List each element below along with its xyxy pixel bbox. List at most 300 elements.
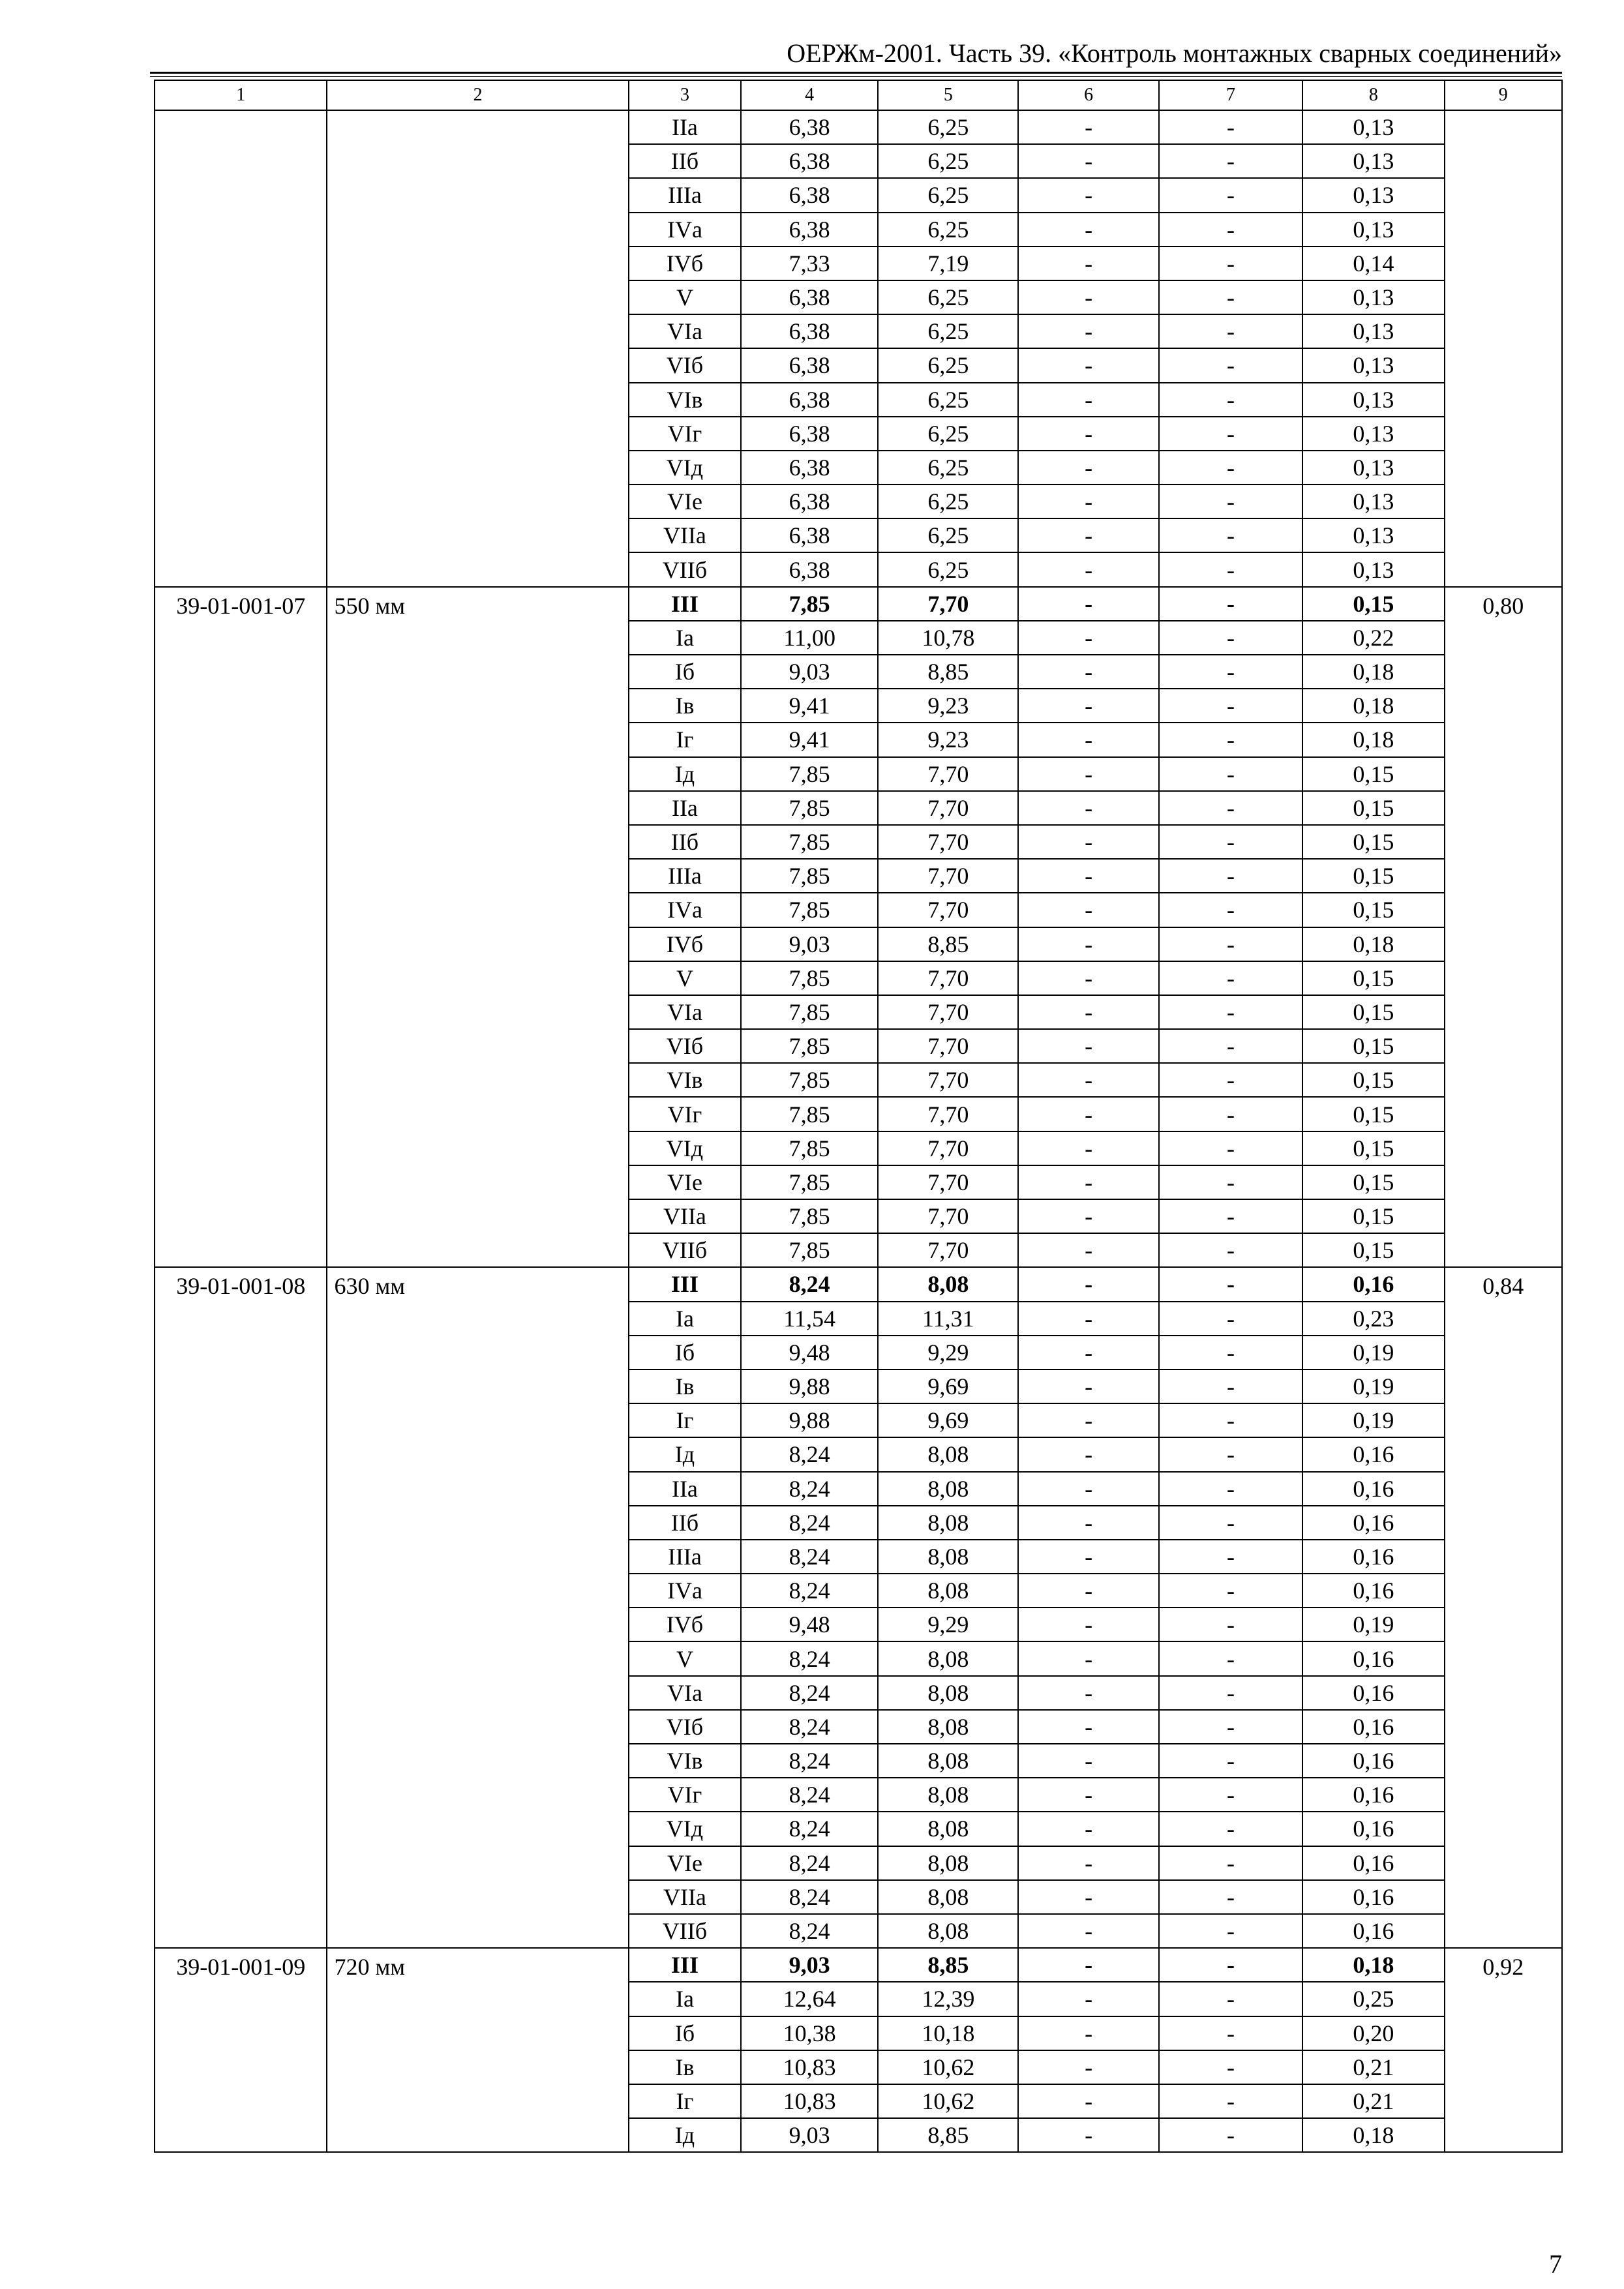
driver-wage-cell: - [1159, 1812, 1302, 1846]
seam-category-cell: VIд [629, 1812, 741, 1846]
driver-wage-cell: - [1159, 1574, 1302, 1608]
driver-wage-cell: - [1159, 1165, 1302, 1199]
column-number: 2 [327, 80, 628, 110]
materials-cost-cell: 0,13 [1302, 348, 1444, 382]
material-total-cell: 0,84 [1445, 1267, 1563, 1948]
driver-wage-cell: - [1159, 791, 1302, 825]
materials-cost-cell: 0,13 [1302, 110, 1444, 144]
machine-cost-cell: - [1018, 1369, 1158, 1403]
labor-cost-cell: 8,08 [878, 1472, 1018, 1506]
materials-cost-cell: 0,21 [1302, 2050, 1444, 2084]
driver-wage-cell: - [1159, 144, 1302, 178]
machine-cost-cell: - [1018, 178, 1158, 212]
total-cost-cell: 11,00 [741, 621, 878, 655]
total-cost-cell: 10,83 [741, 2084, 878, 2118]
materials-cost-cell: 0,19 [1302, 1369, 1444, 1403]
machine-cost-cell: - [1018, 2084, 1158, 2118]
labor-cost-cell: 7,70 [878, 1029, 1018, 1063]
driver-wage-cell: - [1159, 213, 1302, 247]
machine-cost-cell: - [1018, 1574, 1158, 1608]
seam-category-cell: VIб [629, 348, 741, 382]
total-cost-cell: 7,85 [741, 1233, 878, 1267]
materials-cost-cell: 0,15 [1302, 995, 1444, 1029]
machine-cost-cell: - [1018, 1540, 1158, 1574]
seam-category-cell: Iв [629, 689, 741, 723]
seam-category-cell: III [629, 1948, 741, 1982]
machine-cost-cell: - [1018, 1744, 1158, 1778]
labor-cost-cell: 6,25 [878, 485, 1018, 518]
materials-cost-cell: 0,16 [1302, 1540, 1444, 1574]
seam-category-cell: VIг [629, 1778, 741, 1812]
machine-cost-cell: - [1018, 1437, 1158, 1471]
seam-category-cell: Iд [629, 757, 741, 791]
seam-category-cell: Iб [629, 2016, 741, 2050]
materials-cost-cell: 0,16 [1302, 1914, 1444, 1948]
total-cost-cell: 8,24 [741, 1846, 878, 1880]
driver-wage-cell: - [1159, 961, 1302, 995]
total-cost-cell: 6,38 [741, 110, 878, 144]
labor-cost-cell: 8,85 [878, 655, 1018, 689]
document-header-title: ОЕРЖм-2001. Часть 39. «Контроль монтажных сварных соединений» [787, 38, 1562, 68]
column-number: 5 [878, 80, 1018, 110]
total-cost-cell: 8,24 [741, 1437, 878, 1471]
page-number: 7 [1549, 2249, 1562, 2279]
machine-cost-cell: - [1018, 110, 1158, 144]
machine-cost-cell: - [1018, 247, 1158, 280]
machine-cost-cell: - [1018, 961, 1158, 995]
materials-cost-cell: 0,15 [1302, 1131, 1444, 1165]
materials-cost-cell: 0,15 [1302, 893, 1444, 927]
seam-category-cell: Iв [629, 2050, 741, 2084]
total-cost-cell: 7,85 [741, 587, 878, 621]
rates-table [154, 80, 1563, 2153]
seam-category-cell: IIб [629, 144, 741, 178]
seam-category-cell: VIIа [629, 1880, 741, 1914]
machine-cost-cell: - [1018, 417, 1158, 451]
seam-category-cell: VIIб [629, 1914, 741, 1948]
seam-category-cell: VIIб [629, 1233, 741, 1267]
driver-wage-cell: - [1159, 280, 1302, 314]
total-cost-cell: 7,85 [741, 791, 878, 825]
seam-category-cell: Iб [629, 1336, 741, 1369]
table-row [155, 1948, 1562, 1982]
materials-cost-cell: 0,15 [1302, 1097, 1444, 1131]
machine-cost-cell: - [1018, 1812, 1158, 1846]
seam-category-cell: IIа [629, 110, 741, 144]
materials-cost-cell: 0,22 [1302, 621, 1444, 655]
total-cost-cell: 7,85 [741, 961, 878, 995]
driver-wage-cell: - [1159, 1267, 1302, 1301]
labor-cost-cell: 8,85 [878, 2118, 1018, 2152]
machine-cost-cell: - [1018, 1608, 1158, 1641]
machine-cost-cell: - [1018, 1063, 1158, 1097]
machine-cost-cell: - [1018, 1029, 1158, 1063]
labor-cost-cell: 8,08 [878, 1880, 1018, 1914]
machine-cost-cell: - [1018, 1676, 1158, 1710]
column-number: 9 [1445, 80, 1563, 110]
machine-cost-cell: - [1018, 1880, 1158, 1914]
seam-category-cell: IIIа [629, 859, 741, 893]
total-cost-cell: 8,24 [741, 1812, 878, 1846]
seam-category-cell: V [629, 280, 741, 314]
total-cost-cell: 7,85 [741, 859, 878, 893]
materials-cost-cell: 0,16 [1302, 1472, 1444, 1506]
seam-category-cell: VIв [629, 1063, 741, 1097]
labor-cost-cell: 6,25 [878, 383, 1018, 417]
labor-cost-cell: 8,08 [878, 1540, 1018, 1574]
total-cost-cell: 7,85 [741, 995, 878, 1029]
labor-cost-cell: 7,70 [878, 791, 1018, 825]
driver-wage-cell: - [1159, 1608, 1302, 1641]
driver-wage-cell: - [1159, 893, 1302, 927]
materials-cost-cell: 0,16 [1302, 1812, 1444, 1846]
labor-cost-cell: 8,08 [878, 1641, 1018, 1675]
seam-category-cell: Iг [629, 723, 741, 756]
driver-wage-cell: - [1159, 2016, 1302, 2050]
seam-category-cell: IVа [629, 213, 741, 247]
machine-cost-cell: - [1018, 1267, 1158, 1301]
materials-cost-cell: 0,13 [1302, 280, 1444, 314]
materials-cost-cell: 0,19 [1302, 1403, 1444, 1437]
driver-wage-cell: - [1159, 348, 1302, 382]
seam-category-cell: IIб [629, 825, 741, 859]
materials-cost-cell: 0,16 [1302, 1710, 1444, 1744]
machine-cost-cell: - [1018, 314, 1158, 348]
table-row [155, 1267, 1562, 1301]
seam-category-cell: VIв [629, 383, 741, 417]
driver-wage-cell: - [1159, 1710, 1302, 1744]
material-total-cell: 0,92 [1445, 1948, 1563, 2152]
labor-cost-cell: 7,70 [878, 1165, 1018, 1199]
labor-cost-cell: 9,23 [878, 723, 1018, 756]
materials-cost-cell: 0,16 [1302, 1641, 1444, 1675]
driver-wage-cell: - [1159, 383, 1302, 417]
materials-cost-cell: 0,15 [1302, 1165, 1444, 1199]
total-cost-cell: 8,24 [741, 1540, 878, 1574]
driver-wage-cell: - [1159, 1641, 1302, 1675]
materials-cost-cell: 0,16 [1302, 1574, 1444, 1608]
labor-cost-cell: 8,08 [878, 1676, 1018, 1710]
total-cost-cell: 8,24 [741, 1778, 878, 1812]
driver-wage-cell: - [1159, 2118, 1302, 2152]
seam-category-cell: Iа [629, 1982, 741, 2016]
seam-category-cell: VIа [629, 314, 741, 348]
materials-cost-cell: 0,13 [1302, 485, 1444, 518]
seam-category-cell: VIIа [629, 518, 741, 552]
machine-cost-cell: - [1018, 825, 1158, 859]
total-cost-cell: 8,24 [741, 1506, 878, 1540]
machine-cost-cell: - [1018, 1403, 1158, 1437]
column-number: 8 [1302, 80, 1444, 110]
driver-wage-cell: - [1159, 1131, 1302, 1165]
labor-cost-cell: 8,08 [878, 1267, 1018, 1301]
seam-category-cell: IVа [629, 1574, 741, 1608]
machine-cost-cell: - [1018, 655, 1158, 689]
materials-cost-cell: 0,23 [1302, 1302, 1444, 1336]
materials-cost-cell: 0,25 [1302, 1982, 1444, 2016]
seam-category-cell: VIа [629, 1676, 741, 1710]
total-cost-cell: 9,41 [741, 689, 878, 723]
seam-category-cell: VIг [629, 1097, 741, 1131]
driver-wage-cell: - [1159, 1472, 1302, 1506]
pipe-diameter-cell [327, 110, 628, 587]
seam-category-cell: VIд [629, 1131, 741, 1165]
machine-cost-cell: - [1018, 280, 1158, 314]
column-number: 7 [1159, 80, 1302, 110]
total-cost-cell: 6,38 [741, 383, 878, 417]
total-cost-cell: 9,88 [741, 1369, 878, 1403]
machine-cost-cell: - [1018, 1199, 1158, 1233]
total-cost-cell: 7,85 [741, 825, 878, 859]
labor-cost-cell: 9,69 [878, 1403, 1018, 1437]
machine-cost-cell: - [1018, 1914, 1158, 1948]
materials-cost-cell: 0,15 [1302, 1233, 1444, 1267]
total-cost-cell: 9,48 [741, 1336, 878, 1369]
driver-wage-cell: - [1159, 2050, 1302, 2084]
materials-cost-cell: 0,15 [1302, 587, 1444, 621]
labor-cost-cell: 7,70 [878, 1233, 1018, 1267]
total-cost-cell: 9,03 [741, 655, 878, 689]
total-cost-cell: 7,85 [741, 1131, 878, 1165]
driver-wage-cell: - [1159, 927, 1302, 961]
header-rule-thin [150, 76, 1562, 77]
labor-cost-cell: 8,08 [878, 1744, 1018, 1778]
materials-cost-cell: 0,21 [1302, 2084, 1444, 2118]
pipe-diameter-cell: 550 мм [327, 587, 628, 1268]
materials-cost-cell: 0,18 [1302, 689, 1444, 723]
driver-wage-cell: - [1159, 1233, 1302, 1267]
machine-cost-cell: - [1018, 1472, 1158, 1506]
seam-category-cell: IVб [629, 927, 741, 961]
machine-cost-cell: - [1018, 791, 1158, 825]
labor-cost-cell: 8,85 [878, 927, 1018, 961]
total-cost-cell: 7,85 [741, 1165, 878, 1199]
driver-wage-cell: - [1159, 757, 1302, 791]
labor-cost-cell: 6,25 [878, 144, 1018, 178]
materials-cost-cell: 0,13 [1302, 213, 1444, 247]
material-total-cell [1445, 110, 1563, 587]
seam-category-cell: VIа [629, 995, 741, 1029]
driver-wage-cell: - [1159, 1199, 1302, 1233]
driver-wage-cell: - [1159, 552, 1302, 586]
labor-cost-cell: 8,08 [878, 1812, 1018, 1846]
labor-cost-cell: 10,18 [878, 2016, 1018, 2050]
seam-category-cell: VIIб [629, 552, 741, 586]
machine-cost-cell: - [1018, 689, 1158, 723]
seam-category-cell: III [629, 587, 741, 621]
labor-cost-cell: 6,25 [878, 213, 1018, 247]
driver-wage-cell: - [1159, 1369, 1302, 1403]
column-number: 3 [629, 80, 741, 110]
driver-wage-cell: - [1159, 825, 1302, 859]
driver-wage-cell: - [1159, 518, 1302, 552]
seam-category-cell: Iб [629, 655, 741, 689]
labor-cost-cell: 8,08 [878, 1574, 1018, 1608]
driver-wage-cell: - [1159, 995, 1302, 1029]
seam-category-cell: IIб [629, 1506, 741, 1540]
materials-cost-cell: 0,19 [1302, 1336, 1444, 1369]
labor-cost-cell: 8,08 [878, 1846, 1018, 1880]
seam-category-cell: III [629, 1267, 741, 1301]
materials-cost-cell: 0,16 [1302, 1744, 1444, 1778]
machine-cost-cell: - [1018, 518, 1158, 552]
seam-category-cell: VIе [629, 1846, 741, 1880]
seam-category-cell: IIа [629, 791, 741, 825]
driver-wage-cell: - [1159, 1846, 1302, 1880]
machine-cost-cell: - [1018, 995, 1158, 1029]
machine-cost-cell: - [1018, 383, 1158, 417]
machine-cost-cell: - [1018, 723, 1158, 756]
materials-cost-cell: 0,15 [1302, 859, 1444, 893]
driver-wage-cell: - [1159, 689, 1302, 723]
materials-cost-cell: 0,13 [1302, 314, 1444, 348]
machine-cost-cell: - [1018, 2118, 1158, 2152]
materials-cost-cell: 0,13 [1302, 144, 1444, 178]
materials-cost-cell: 0,15 [1302, 825, 1444, 859]
driver-wage-cell: - [1159, 1336, 1302, 1369]
driver-wage-cell: - [1159, 1880, 1302, 1914]
total-cost-cell: 6,38 [741, 552, 878, 586]
materials-cost-cell: 0,13 [1302, 451, 1444, 485]
materials-cost-cell: 0,16 [1302, 1880, 1444, 1914]
driver-wage-cell: - [1159, 1948, 1302, 1982]
seam-category-cell: VIIа [629, 1199, 741, 1233]
total-cost-cell: 9,41 [741, 723, 878, 756]
labor-cost-cell: 10,62 [878, 2050, 1018, 2084]
labor-cost-cell: 6,25 [878, 348, 1018, 382]
machine-cost-cell: - [1018, 1846, 1158, 1880]
seam-category-cell: Iг [629, 2084, 741, 2118]
labor-cost-cell: 6,25 [878, 110, 1018, 144]
materials-cost-cell: 0,13 [1302, 383, 1444, 417]
total-cost-cell: 9,88 [741, 1403, 878, 1437]
total-cost-cell: 9,03 [741, 1948, 878, 1982]
total-cost-cell: 10,83 [741, 2050, 878, 2084]
materials-cost-cell: 0,15 [1302, 791, 1444, 825]
total-cost-cell: 11,54 [741, 1302, 878, 1336]
total-cost-cell: 8,24 [741, 1267, 878, 1301]
machine-cost-cell: - [1018, 451, 1158, 485]
labor-cost-cell: 9,29 [878, 1608, 1018, 1641]
driver-wage-cell: - [1159, 655, 1302, 689]
column-number: 1 [155, 80, 327, 110]
seam-category-cell: V [629, 961, 741, 995]
materials-cost-cell: 0,15 [1302, 757, 1444, 791]
machine-cost-cell: - [1018, 1982, 1158, 2016]
driver-wage-cell: - [1159, 859, 1302, 893]
machine-cost-cell: - [1018, 1506, 1158, 1540]
driver-wage-cell: - [1159, 451, 1302, 485]
labor-cost-cell: 7,70 [878, 1131, 1018, 1165]
material-total-cell: 0,80 [1445, 587, 1563, 1268]
labor-cost-cell: 6,25 [878, 451, 1018, 485]
seam-category-cell: VIг [629, 417, 741, 451]
header-rule [150, 72, 1562, 74]
labor-cost-cell: 9,23 [878, 689, 1018, 723]
total-cost-cell: 6,38 [741, 518, 878, 552]
machine-cost-cell: - [1018, 2050, 1158, 2084]
seam-category-cell: VIб [629, 1029, 741, 1063]
materials-cost-cell: 0,18 [1302, 2118, 1444, 2152]
machine-cost-cell: - [1018, 213, 1158, 247]
table-row [155, 587, 1562, 621]
total-cost-cell: 9,03 [741, 2118, 878, 2152]
driver-wage-cell: - [1159, 247, 1302, 280]
seam-category-cell: V [629, 1641, 741, 1675]
seam-category-cell: IIIа [629, 1540, 741, 1574]
pipe-diameter-cell: 630 мм [327, 1267, 628, 1948]
driver-wage-cell: - [1159, 1063, 1302, 1097]
seam-category-cell: IIа [629, 1472, 741, 1506]
labor-cost-cell: 8,08 [878, 1506, 1018, 1540]
driver-wage-cell: - [1159, 621, 1302, 655]
machine-cost-cell: - [1018, 1710, 1158, 1744]
labor-cost-cell: 6,25 [878, 280, 1018, 314]
labor-cost-cell: 7,70 [878, 961, 1018, 995]
machine-cost-cell: - [1018, 1641, 1158, 1675]
rate-code-cell: 39-01-001-08 [155, 1267, 327, 1948]
labor-cost-cell: 7,19 [878, 247, 1018, 280]
driver-wage-cell: - [1159, 1437, 1302, 1471]
materials-cost-cell: 0,13 [1302, 552, 1444, 586]
machine-cost-cell: - [1018, 2016, 1158, 2050]
pipe-diameter-cell: 720 мм [327, 1948, 628, 2152]
driver-wage-cell: - [1159, 1403, 1302, 1437]
labor-cost-cell: 8,08 [878, 1778, 1018, 1812]
driver-wage-cell: - [1159, 485, 1302, 518]
seam-category-cell: IIIа [629, 178, 741, 212]
column-number-row [155, 80, 1562, 110]
seam-category-cell: VIе [629, 485, 741, 518]
labor-cost-cell: 7,70 [878, 1199, 1018, 1233]
machine-cost-cell: - [1018, 1233, 1158, 1267]
total-cost-cell: 12,64 [741, 1982, 878, 2016]
machine-cost-cell: - [1018, 621, 1158, 655]
driver-wage-cell: - [1159, 587, 1302, 621]
materials-cost-cell: 0,16 [1302, 1506, 1444, 1540]
driver-wage-cell: - [1159, 1982, 1302, 2016]
driver-wage-cell: - [1159, 1506, 1302, 1540]
materials-cost-cell: 0,18 [1302, 723, 1444, 756]
total-cost-cell: 7,85 [741, 1063, 878, 1097]
materials-cost-cell: 0,16 [1302, 1778, 1444, 1812]
driver-wage-cell: - [1159, 1540, 1302, 1574]
driver-wage-cell: - [1159, 1302, 1302, 1336]
materials-cost-cell: 0,15 [1302, 1199, 1444, 1233]
labor-cost-cell: 6,25 [878, 518, 1018, 552]
total-cost-cell: 6,38 [741, 213, 878, 247]
materials-cost-cell: 0,16 [1302, 1267, 1444, 1301]
rate-code-cell [155, 110, 327, 587]
labor-cost-cell: 8,85 [878, 1948, 1018, 1982]
materials-cost-cell: 0,15 [1302, 1063, 1444, 1097]
total-cost-cell: 7,85 [741, 893, 878, 927]
seam-category-cell: Iа [629, 621, 741, 655]
materials-cost-cell: 0,18 [1302, 655, 1444, 689]
materials-cost-cell: 0,14 [1302, 247, 1444, 280]
labor-cost-cell: 7,70 [878, 859, 1018, 893]
column-number: 6 [1018, 80, 1158, 110]
machine-cost-cell: - [1018, 859, 1158, 893]
total-cost-cell: 6,38 [741, 178, 878, 212]
total-cost-cell: 6,38 [741, 314, 878, 348]
table-row [155, 110, 1562, 144]
labor-cost-cell: 6,25 [878, 417, 1018, 451]
driver-wage-cell: - [1159, 110, 1302, 144]
seam-category-cell: Iв [629, 1369, 741, 1403]
machine-cost-cell: - [1018, 587, 1158, 621]
total-cost-cell: 10,38 [741, 2016, 878, 2050]
